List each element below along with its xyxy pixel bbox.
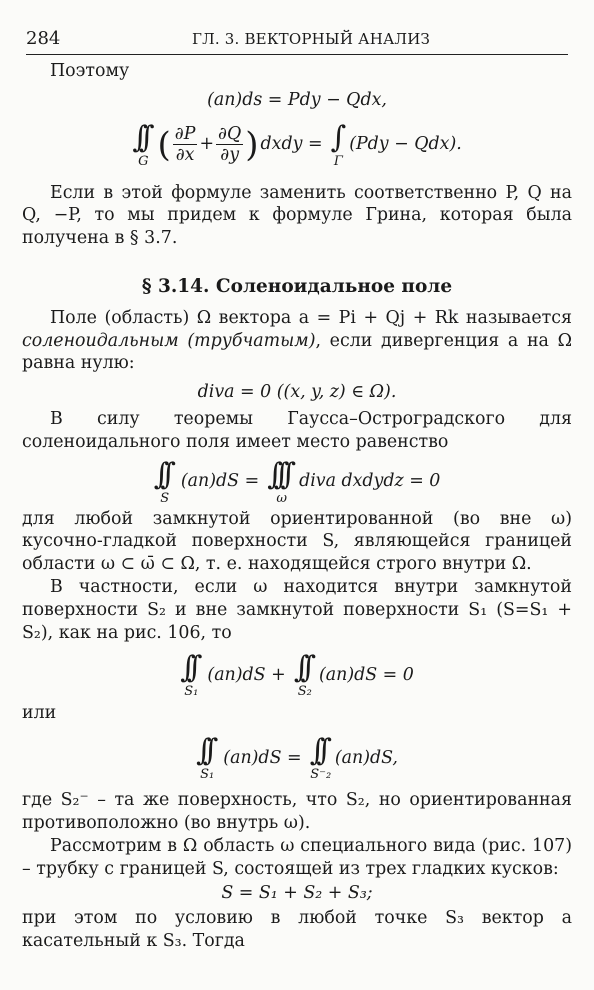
integral-subscript: S⁻₂ [310,767,332,783]
integral-subscript: Γ [333,153,343,169]
paragraph-gauss: В силу теоремы Гаусса–Остроградского для соленоидального поля имеет место равенство [22,408,572,452]
formula-text: (an)dS = [223,747,302,768]
surface-integral-sign: ∫∫ S⁻₂ [309,733,332,783]
fraction-dq-dy [216,124,243,165]
formula-text: (an)dS = [180,471,260,492]
formula-text: (an)ds = Pdy − Qdx, [207,89,387,110]
formula-equal-flux [22,731,572,785]
formula-green-double-integral: ∫∫ G ( $\frac{\partial P}{\partial x}$ + $\frac{\partial Q}{\partial y}$ ) dxdy = ∫ Γ (Pdy − Qdx). [132,119,462,169]
formula-divergence [22,381,572,404]
formula-sum-surfaces [22,648,572,702]
paragraph-closed-surface: для любой замкнутой ориентированной (во вне ω) кусочно-гладкой поверхности S, являющейся границей области ω ⊂ ω̄ ⊂ Ω, т. е. находящейся строго внутри Ω. [22,508,572,575]
formula-text: (Pdy − Qdx). [349,134,462,155]
integral-subscript: S [160,490,170,506]
fraction-dp-dx [173,124,198,165]
formula-text: (an)dS, [334,747,398,768]
paragraph-where: где S₂⁻ – та же поверхность, что S₂, но ориентированная противоположно (во внутрь ω). [22,790,572,833]
definition-term: соленоидальным (трубчатым) [22,330,316,351]
paragraph-poetomu: Поэтому [50,61,130,81]
page-header [26,26,568,60]
line-integral-sign: ∫ Γ [330,119,347,169]
running-title: ГЛ. 3. ВЕКТОРНЫЙ АНАЛИЗ [192,30,431,48]
surface-integral-sign: ∫∫ S₁ [180,650,199,700]
integral-subscript: S₁ [200,767,215,783]
section-title: § 3.14. Соленоидальное поле [141,275,453,297]
formula-text: dxdy = [260,134,323,155]
surface-integral-sign: ∫∫ S₂ [293,650,312,700]
header-rule [26,54,568,55]
paragraph-definition [22,307,572,375]
fraction-numerator: ∂Q [218,124,242,145]
paragraph-ili: или [22,703,57,724]
surface-integral-sign: ∫∫ S [153,456,170,506]
formula-text: (an)dS = 0 [318,664,414,685]
paragraph-condition: при этом по условию в любой точке S₃ вектор a касательный к S₃. Тогда [22,908,572,951]
definition-text: , если дивергенция a на Ω равна нулю: [22,330,572,374]
formula-tube-boundary [22,882,572,905]
paragraph-consider: Рассмотрим в Ω область ω специального вида (рис. 107) – трубку с границей S, состоящей из трех гладких кусков: [22,835,572,879]
paragraph-particular: В частности, если ω находится внутри замкнутой поверхности S₂ и вне замкнутой поверхности S₁ (S=S₁ + S₂), как на рис. 106, то [22,576,572,643]
fraction-numerator: ∂P [174,124,196,145]
integral-subscript: G [138,153,149,169]
page-number: 284 [26,28,61,49]
formula-text: diva = 0 ((x, y, z) ∈ Ω). [197,382,397,403]
integral-subscript: S₁ [184,684,199,700]
formula-gauss [22,456,572,508]
paragraph-replace: Если в этой формуле заменить соответственно P, Q на Q, −P, то мы придем к формуле Грина, которая была получена в § 3.7. [22,182,572,249]
fraction-denominator: ∂y [220,145,240,166]
formula-text: (an)dS + [207,664,286,685]
page-content [22,60,572,953]
volume-integral-sign: ∫∫∫ ω [267,456,288,506]
integral-subscript: ω [276,490,287,506]
fraction-denominator: ∂x [175,145,195,166]
formula-text: S = S₁ + S₂ + S₃; [221,883,373,904]
definition-text: Поле (область) Ω вектора a = Pi + Qj + Rk называется [50,307,572,328]
surface-integral-sign: ∫∫ S₁ [196,733,215,783]
double-integral-sign: ∫∫ G [132,119,149,169]
formula-an-ds [22,89,572,112]
integral-subscript: S₂ [297,684,312,700]
formula-text: diva dxdydz = 0 [299,471,441,492]
